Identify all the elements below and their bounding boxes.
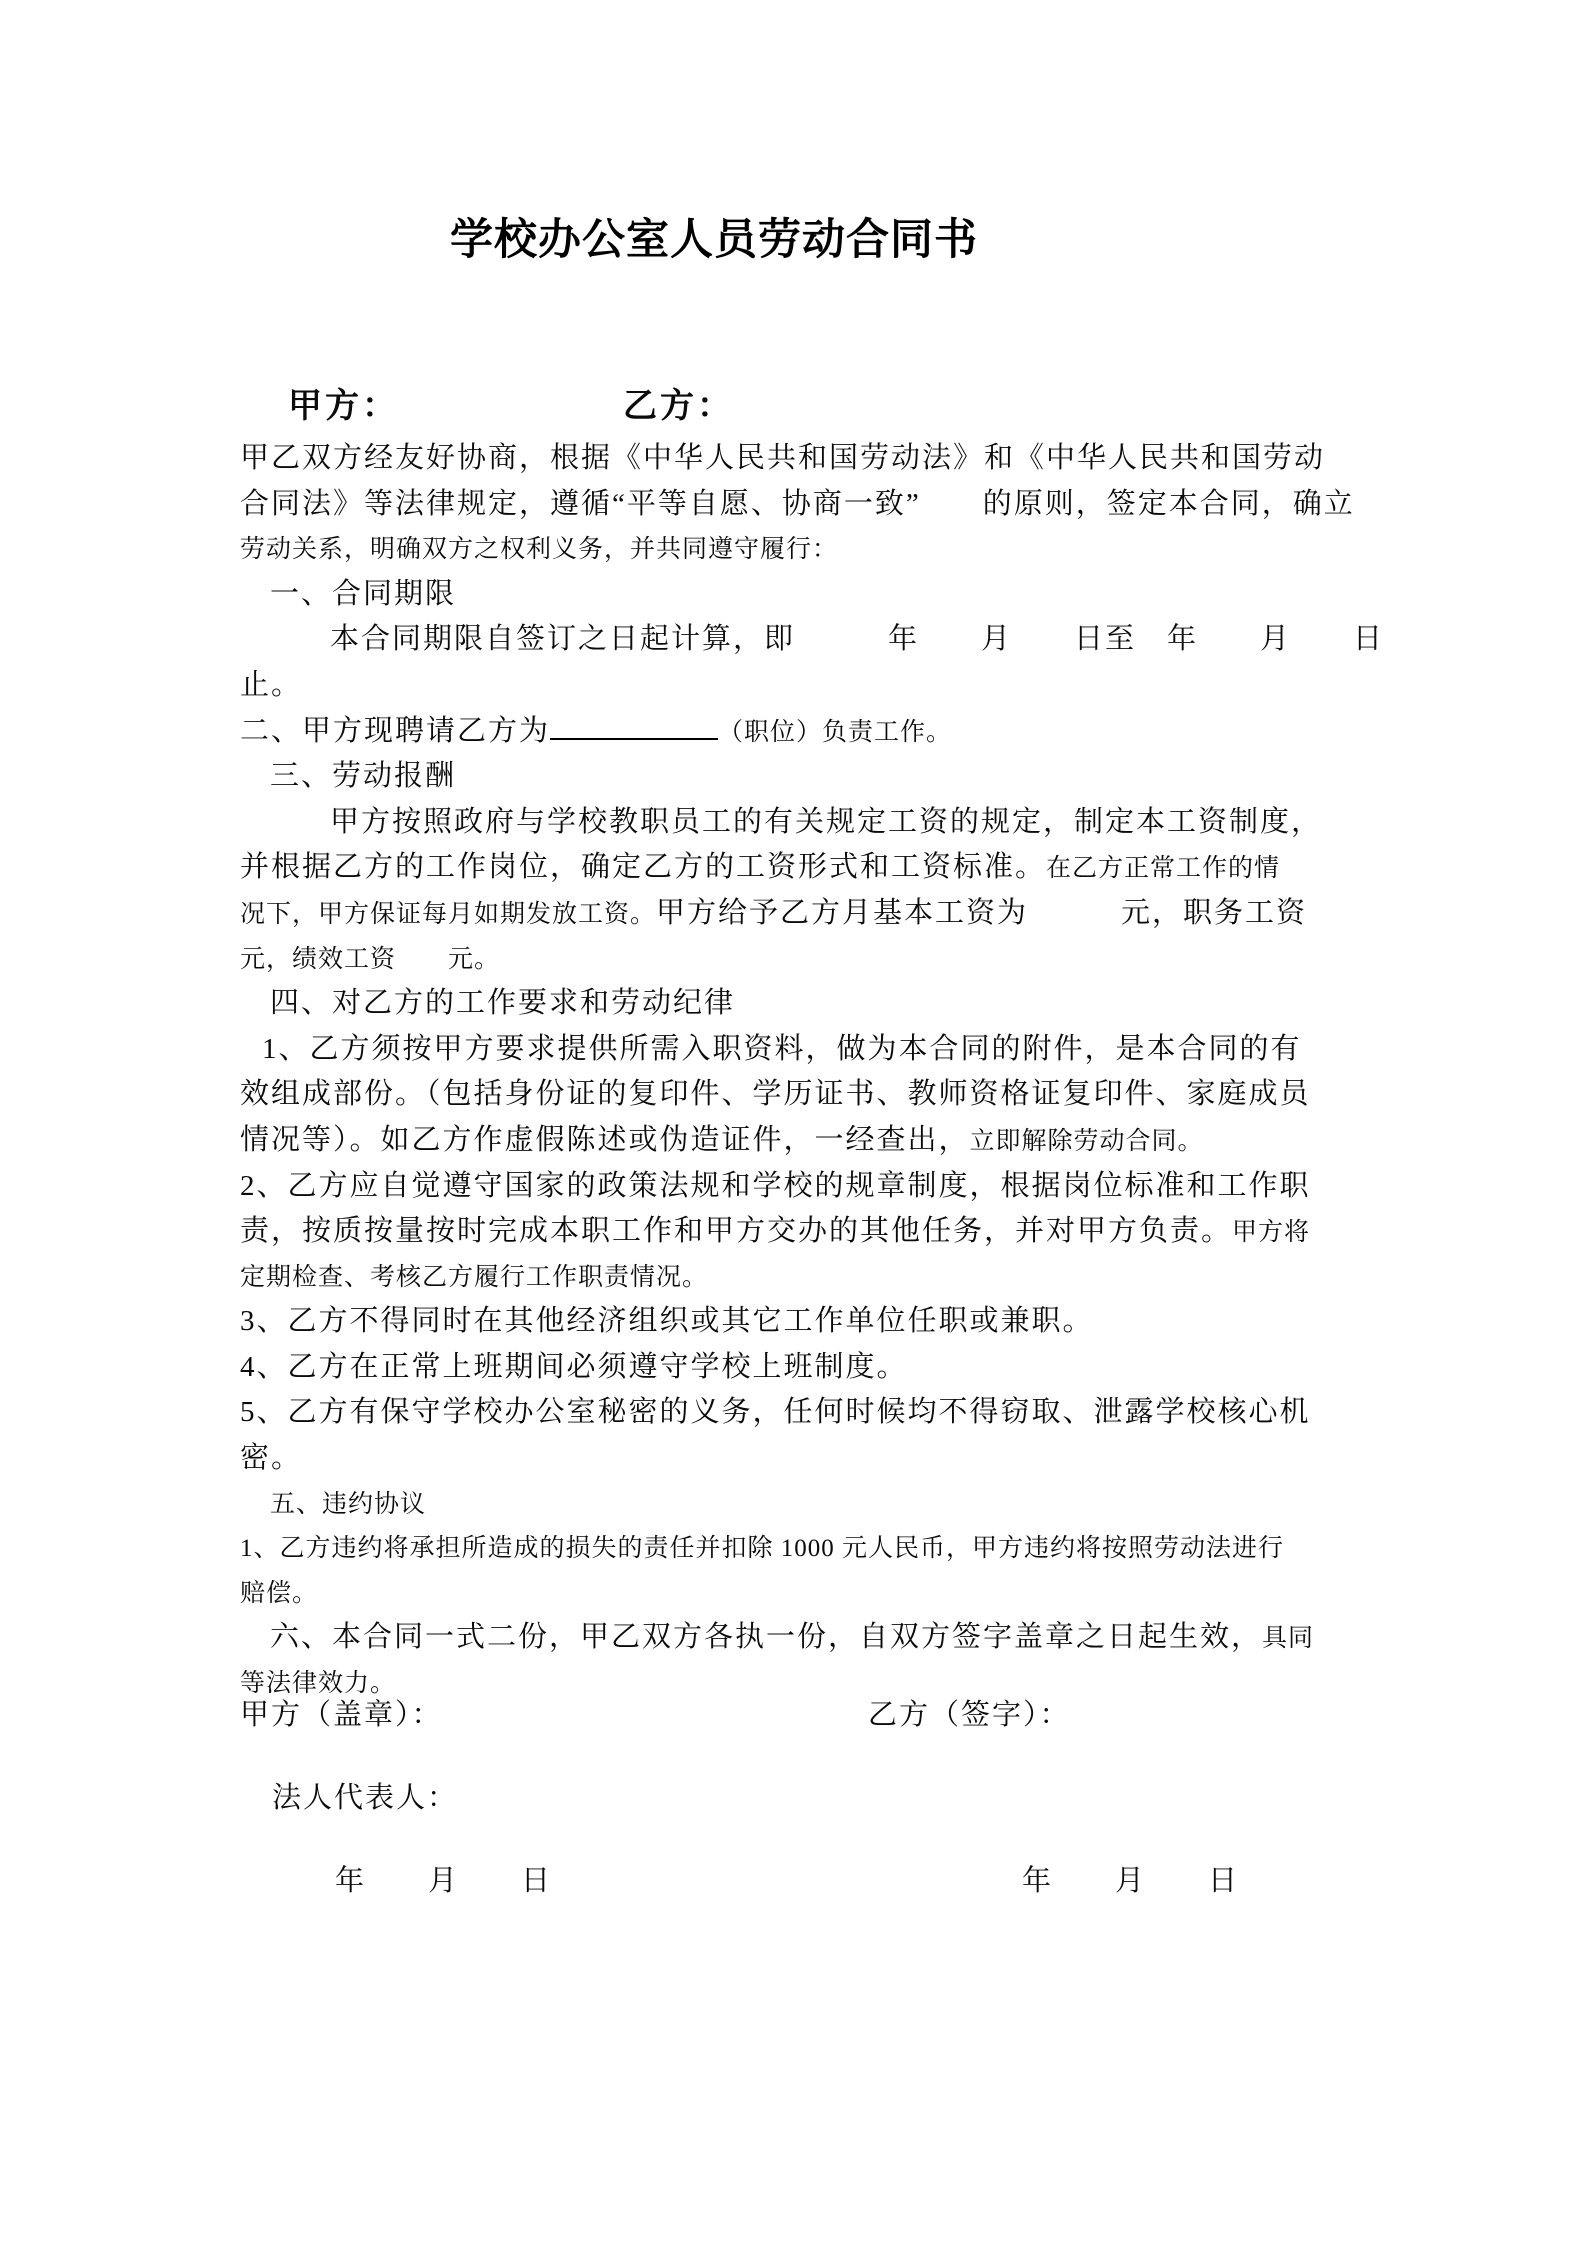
line-text: 况下，甲方保证每月如期发放工资。 [240, 900, 657, 928]
body-line [330, 619, 1385, 665]
body-line [240, 484, 1380, 530]
line-text: 效组成部份。（包括身份证的复印件、学历证书、教师资格证复印件、家庭成员 [240, 1078, 1311, 1111]
signature-party-b-sign-label: 乙方（签字）： [868, 1699, 1071, 1731]
line-text: 本合同期限自签订之日起计算，即 年 月 日至 年 月 日 [330, 623, 1385, 656]
line-text: 甲方将 [1232, 1219, 1311, 1247]
line-text: 一、合同期限 [270, 577, 457, 610]
body-line [240, 1573, 1380, 1618]
line-text: 5、乙方有保守学校办公室秘密的义务，任何时候均不得窃取、泄露学校核心机 [240, 1396, 1311, 1429]
body-line [240, 1301, 1380, 1347]
body-line [240, 1166, 1380, 1212]
body-line [240, 939, 1380, 984]
line-text: 等法律效力。 [240, 1670, 397, 1698]
body-line [240, 1392, 1380, 1438]
line-text: 甲乙双方经友好协商，根据《中华人民共和国劳动法》和《中华人民共和国劳动 [240, 442, 1326, 474]
line-text: 元，绩效工资 元。 [240, 945, 501, 973]
party-b-label: 乙方： [623, 388, 734, 425]
body-line [240, 1120, 1380, 1166]
document-title: 学校办公室人员劳动合同书 [450, 215, 978, 265]
body-line [240, 529, 1380, 574]
line-text: 三、劳动报酬 [270, 760, 457, 793]
party-line [0, 378, 1587, 425]
line-text: 甲方给予乙方月基本工资为 元，职务工资 [656, 896, 1308, 929]
body-line [262, 1029, 1380, 1075]
line-text: 在乙方正常工作的情 [1046, 855, 1281, 883]
section-heading-1 [270, 574, 1380, 620]
section-heading-4 [270, 983, 1380, 1029]
line-text: 合同法》等法律规定，遵循“平等自愿、协商一致” 的原则，签定本合同，确立 [240, 487, 1355, 520]
line-text: 四、对乙方的工作要求和劳动纪律 [270, 987, 736, 1020]
body-line [240, 847, 1380, 893]
line-text: 4、乙方在正常上班期间必须遵守学校上班制度。 [240, 1350, 908, 1383]
line-text: 1、乙方违约将承担所造成的损失的责任并扣除 1000 元人民币，甲方违约将按照劳动法进行 [240, 1535, 1285, 1563]
body-line [240, 1211, 1380, 1257]
line-text: 立即解除劳动合同。 [969, 1127, 1204, 1155]
line-text: 情况等）。如乙方作虚假陈述或伪造证件，一经查出， [240, 1123, 970, 1156]
date-line-left: 年 月 日 [335, 1865, 553, 1897]
body-line [240, 1257, 1380, 1302]
line-text: 并根据乙方的工作岗位，确定乙方的工资形式和工资标准。 [240, 851, 1047, 884]
position-blank-field [550, 723, 718, 739]
line-text: 赔偿。 [240, 1579, 319, 1607]
line-text: 1、乙方须按甲方要求提供所需入职资料，做为本合同的附件，是本合同的有 [262, 1032, 1302, 1065]
section-heading-6 [270, 1617, 1380, 1663]
body-line [240, 1347, 1380, 1393]
line-text: 五、违约协议 [270, 1490, 427, 1518]
party-a-label: 甲方： [288, 388, 399, 425]
line-text: （职位）负责工作。 [718, 718, 953, 746]
body-line [240, 665, 1380, 711]
section-heading-2 [240, 711, 1380, 757]
line-text: 止。 [240, 668, 303, 701]
line-text: 3、乙方不得同时在其他经济组织或其它工作单位任职或兼职。 [240, 1305, 1094, 1338]
body-line [240, 438, 1380, 484]
line-text: 定期检查、考核乙方履行工作职责情况。 [240, 1263, 709, 1291]
line-text: 甲方按照政府与学校教职员工的有关规定工资的规定，制定本工资制度， [330, 805, 1323, 838]
section-heading-5 [270, 1484, 1380, 1529]
line-text: 劳动关系，明确双方之权利义务，并共同遵守履行： [240, 536, 839, 564]
body-line [330, 802, 1380, 848]
section-heading-3 [270, 756, 1380, 802]
body-line [240, 1074, 1380, 1120]
line-text: 具同 [1262, 1625, 1315, 1653]
line-text: 六、本合同一式二份，甲乙双方各执一份，自双方签字盖章之日起生效， [270, 1621, 1263, 1654]
signature-party-a-seal-label: 甲方（盖章）： [240, 1699, 443, 1731]
legal-representative-label: 法人代表人： [272, 1782, 459, 1814]
line-text: 2、乙方应自觉遵守国家的政策法规和学校的规章制度，根据岗位标准和工作职 [240, 1169, 1311, 1202]
body-line [240, 1438, 1380, 1484]
body-line [240, 893, 1380, 939]
line-text: 责，按质按量按时完成本职工作和甲方交办的其他任务，并对甲方负责。 [240, 1215, 1233, 1248]
line-text: 密。 [240, 1442, 303, 1475]
contract-body [240, 438, 1385, 1708]
body-line [240, 1528, 1380, 1573]
line-text: 二、甲方现聘请乙方为 [240, 714, 551, 747]
date-line-right: 年 月 日 [1022, 1865, 1240, 1897]
